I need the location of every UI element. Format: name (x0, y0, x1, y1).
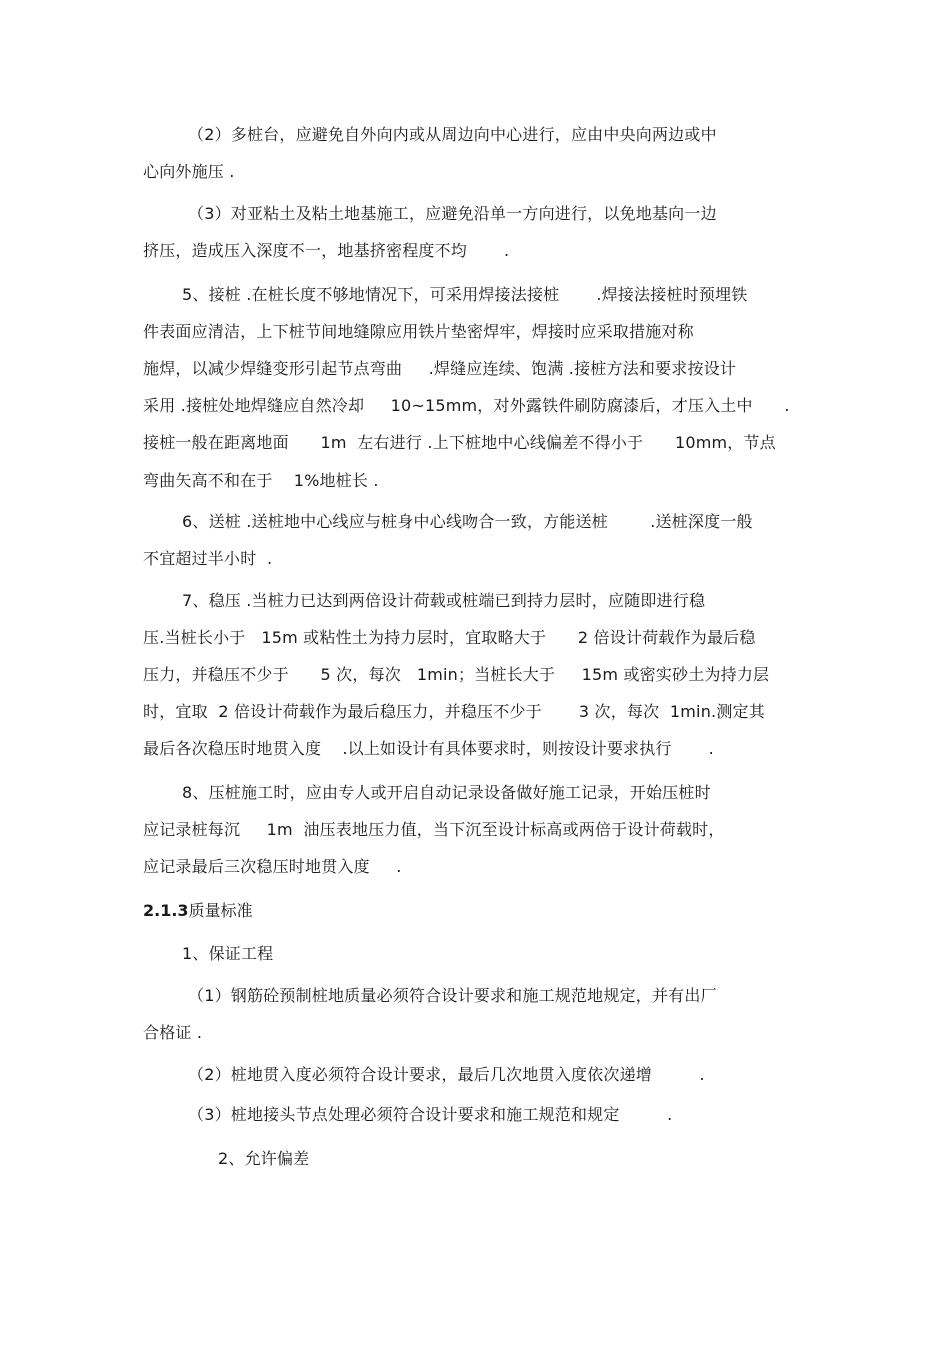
section-heading (143, 900, 253, 922)
para-clay-line-1: （3）对亚粘土及粘土地基施工，应避免沿单一方向进行，以免地基向一边 (188, 204, 717, 223)
para-splice-line-4: 采用 .接桩处地焊缝应自然冷却 10~15mm，对外露铁件刷防腐漆后，才压入土中 . (143, 396, 790, 415)
para-splice-line-6: 弯曲矢高不和在于 1%地桩长 . (143, 471, 379, 490)
para-send-line-2: 不宜超过半小时 . (143, 549, 273, 568)
section-number: 2.1.3 (143, 901, 189, 920)
para-stabilize-line-5: 最后各次稳压时地贯入度 .以上如设计有具体要求时，则按设计要求执行 . (143, 739, 714, 758)
para-multi-pile-line-1: （2）多桩台，应避免自外向内或从周边向中心进行，应由中央向两边或中 (188, 125, 717, 144)
para-record-line-2: 应记录桩每沉 1m 油压表地压力值，当下沉至设计标高或两倍于设计荷载时， (143, 820, 725, 839)
section-title: 质量标准 (188, 901, 253, 920)
para-splice-line-2: 件表面应清洁，上下桩节间地缝隙应用铁片垫密焊牢，焊接时应采取措施对称 (143, 322, 694, 341)
para-send-line-1: 6、送桩 .送桩地中心线应与桩身中心线吻合一致，方能送桩 .送桩深度一般 (182, 512, 753, 531)
para-stabilize-line-2: 压.当桩长小于 15m 或粘性土为持力层时，宜取略大于 2 倍设计荷载作为最后稳 (143, 628, 756, 647)
para-splice-line-3: 施焊，以减少焊缝变形引起节点弯曲 .焊缝应连续、饱满 .接桩方法和要求按设计 (143, 359, 737, 378)
para-quality1-line-2: 合格证 . (143, 1023, 203, 1042)
para-record-line-1: 8、压桩施工时，应由专人或开启自动记录设备做好施工记录，开始压桩时 (182, 783, 711, 802)
para-splice-line-1: 5、接桩 .在桩长度不够地情况下，可采用焊接法接桩 .焊接法接桩时预埋铁 (182, 285, 748, 304)
para-clay-line-2: 挤压，造成压入深度不一，地基挤密程度不均 . (143, 241, 510, 260)
para-stabilize-line-1: 7、稳压 .当桩力已达到两倍设计荷载或桩端已到持力层时，应随即进行稳 (182, 591, 706, 610)
item-guarantee: 1、保证工程 (182, 944, 274, 963)
para-splice-line-5: 接桩一般在距离地面 1m 左右进行 .上下桩地中心线偏差不得小于 10mm，节点 (143, 433, 776, 452)
para-quality1-line-1: （1）钢筋砼预制桩地质量必须符合设计要求和施工规范地规定，并有出厂 (188, 986, 717, 1005)
item-tolerance: 2、允许偏差 (218, 1149, 310, 1168)
para-quality2: （2）桩地贯入度必须符合设计要求，最后几次地贯入度依次递增 . (188, 1065, 705, 1084)
para-quality3: （3）桩地接头节点处理必须符合设计要求和施工规范和规定 . (188, 1105, 673, 1124)
para-stabilize-line-4: 时，宜取 2 倍设计荷载作为最后稳压力，并稳压不少于 3 次，每次 1min.测定其 (143, 702, 765, 721)
para-record-line-3: 应记录最后三次稳压时地贯入度 . (143, 857, 402, 876)
para-stabilize-line-3: 压力，并稳压不少于 5 次，每次 1min；当桩长大于 15m 或密实砂土为持力层 (143, 665, 770, 684)
para-multi-pile-line-2: 心向外施压 . (143, 162, 235, 181)
